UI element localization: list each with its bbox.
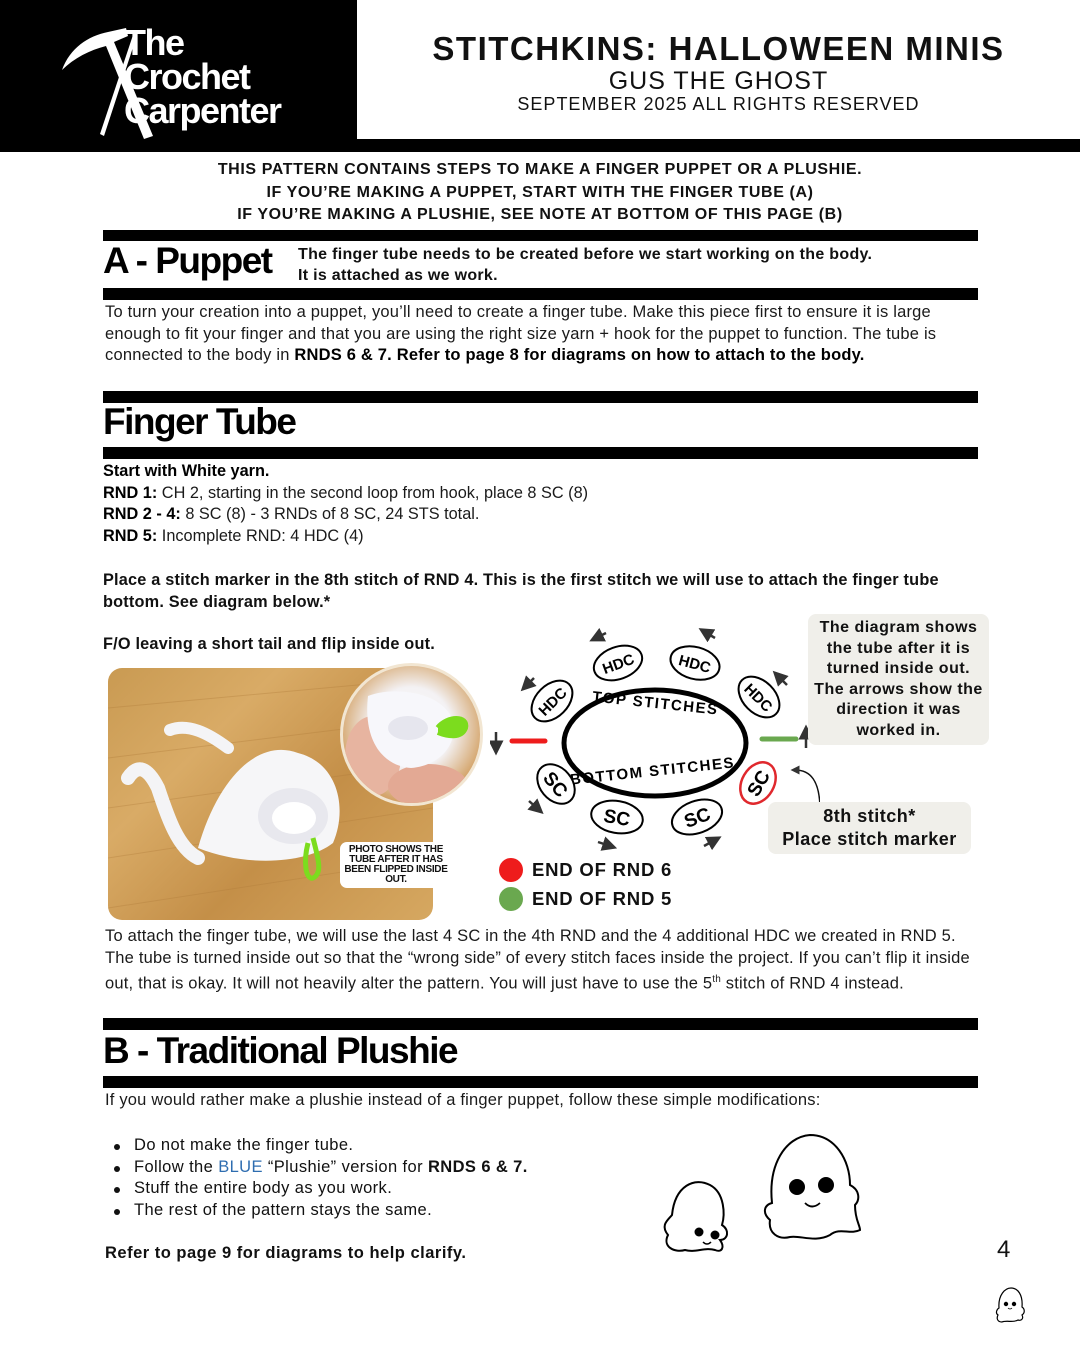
round-step — [103, 504, 588, 526]
list-text: “Plushie” version for — [262, 1157, 428, 1176]
divider — [103, 1018, 978, 1030]
pattern-intro — [0, 159, 1080, 227]
round-label: RND 1: — [103, 483, 158, 502]
hdc-stitch-label: HDC — [535, 684, 571, 720]
top-stitches-label: TOP STITCHES — [591, 688, 720, 719]
divider — [103, 447, 978, 459]
list-blue-text: BLUE — [218, 1157, 263, 1176]
section-a-paragraph — [105, 302, 980, 367]
hdc-stitch-label: HDC — [676, 652, 713, 677]
fasten-off-note: F/O leaving a short tail and flip inside out. — [103, 635, 435, 653]
attach-paragraph — [105, 926, 975, 996]
list-item: Stuff the entire body as you work. — [108, 1178, 528, 1200]
section-a-note — [298, 244, 872, 286]
paragraph-bold-rnds: RNDS 6 & 7. — [294, 346, 392, 365]
intro-line: IF YOU’RE MAKING A PLUSHIE, SEE NOTE AT BOTTOM OF THIS PAGE (B) — [237, 206, 843, 223]
finger-tube-inset-photo — [340, 663, 483, 806]
green-dot-icon — [499, 887, 523, 911]
logo-line: Carpenter — [124, 90, 281, 131]
note-line: It is attached as we work. — [298, 267, 498, 284]
round-text: Incomplete RND: 4 HDC (4) — [157, 526, 364, 545]
stitch-marker-note: Place a stitch marker in the 8th stitch of RND 4. This is the first stitch we will use to attach the finger tube bottom. See diagram below.* — [103, 571, 939, 611]
copyright-line: SEPTEMBER 2025 ALL RIGHTS RESERVED — [517, 94, 920, 114]
page-number: 4 — [997, 1236, 1011, 1263]
bottom-stitches-label: BOTTOM STITCHES — [569, 754, 736, 789]
stitch-marker-callout — [768, 802, 971, 854]
round-step — [103, 526, 588, 548]
logo-line: The — [124, 22, 184, 63]
ghost-large-icon — [765, 1135, 860, 1239]
list-bold-text: RNDS 6 & 7. — [427, 1157, 528, 1176]
plushie-modifications-list — [108, 1135, 528, 1222]
start-instruction: Start with White yarn. — [103, 462, 270, 480]
marked-sc-stitch-label: SC — [743, 767, 775, 801]
diagram-direction-callout: The diagram shows the tube after it is turned inside out. The arrows show the direction it was worked in. — [808, 614, 989, 745]
paragraph-text: stitch of RND 4 instead. — [721, 974, 904, 993]
divider — [103, 1076, 978, 1088]
sc-stitch-label: SC — [601, 805, 632, 832]
legend-item-rnd6 — [499, 858, 672, 882]
legend-label: END OF RND 5 — [532, 888, 673, 909]
list-item — [108, 1157, 528, 1179]
callout-line: 8th stitch* — [823, 806, 916, 826]
legend-label: END OF RND 6 — [532, 859, 673, 880]
legend-item-rnd5 — [499, 887, 672, 911]
superscript: th — [712, 974, 721, 986]
logo-line: Crochet — [124, 56, 250, 97]
round-label: RND 2 - 4: — [103, 505, 181, 523]
round-step — [103, 483, 588, 505]
paragraph-text: To attach the finger tube, we will use the last 4 SC in the 4th RND and the 4 additional HDC we created in RND 5. The tube is turned inside out so that the “wrong side” of every stitch faces inside the project. If you can’t flip it inside out, that is okay. It will not heavily alter the pattern. You will just have to use the 5 — [105, 927, 970, 993]
refer-page-9-note: Refer to page 9 for diagrams to help clarify. — [105, 1244, 467, 1262]
hdc-stitch-label: HDC — [740, 680, 776, 716]
round-text: CH 2, starting in the second loop from hook, place 8 SC (8) — [157, 483, 589, 502]
photo-caption: PHOTO SHOWS THE TUBE AFTER IT HAS BEEN FLIPPED INSIDE OUT. — [340, 842, 452, 888]
list-item: Do not make the finger tube. — [108, 1135, 528, 1157]
divider — [103, 288, 978, 300]
section-a-heading: A - Puppet — [103, 240, 272, 281]
intro-line: THIS PATTERN CONTAINS STEPS TO MAKE A FINGER PUPPET OR A PLUSHIE. — [217, 161, 863, 178]
sc-stitch-label: SC — [538, 768, 572, 802]
ghost-small-icon — [665, 1182, 728, 1251]
red-dot-icon — [499, 858, 523, 882]
paragraph-text: To turn your creation into a puppet, you’ll need to create a finger tube. Make this piece first to ensure it is large enough to fit your finger and that you are using the right size yarn + hook for the puppet to function. The tube is connected to the body in — [105, 303, 937, 365]
intro-line: IF YOU’RE MAKING A PUPPET, START WITH THE FINGER TUBE (A) — [266, 183, 814, 201]
section-b-intro: If you would rather make a plushie instead of a finger puppet, follow these simple modifications: — [105, 1091, 821, 1109]
hdc-stitch-label: HDC — [600, 650, 637, 678]
pattern-subtitle: GUS THE GHOST — [608, 67, 829, 95]
pattern-title: STITCHKINS: HALLOWEEN MINIS — [432, 30, 1005, 67]
finger-tube-steps — [103, 461, 588, 547]
ghost-icon — [993, 1285, 1027, 1325]
list-item: The rest of the pattern stays the same. — [108, 1200, 528, 1222]
logo-wordmark — [124, 22, 281, 131]
ghost-illustrations — [650, 1125, 900, 1275]
round-text: 8 SC (8) - 3 RNDs of 8 SC, 24 STS total. — [180, 505, 480, 523]
list-text: Follow the — [134, 1157, 219, 1176]
finger-tube-heading: Finger Tube — [103, 401, 296, 442]
section-b-heading: B - Traditional Plushie — [103, 1030, 458, 1071]
callout-line: Place stitch marker — [782, 829, 957, 849]
paragraph-bold-refer: Refer to page 8 for diagrams on how to attach to the body. — [396, 346, 865, 365]
sc-stitch-label: SC — [681, 804, 714, 833]
note-line: The finger tube needs to be created before we start working on the body. — [298, 246, 873, 263]
round-label: RND 5: — [103, 526, 158, 545]
